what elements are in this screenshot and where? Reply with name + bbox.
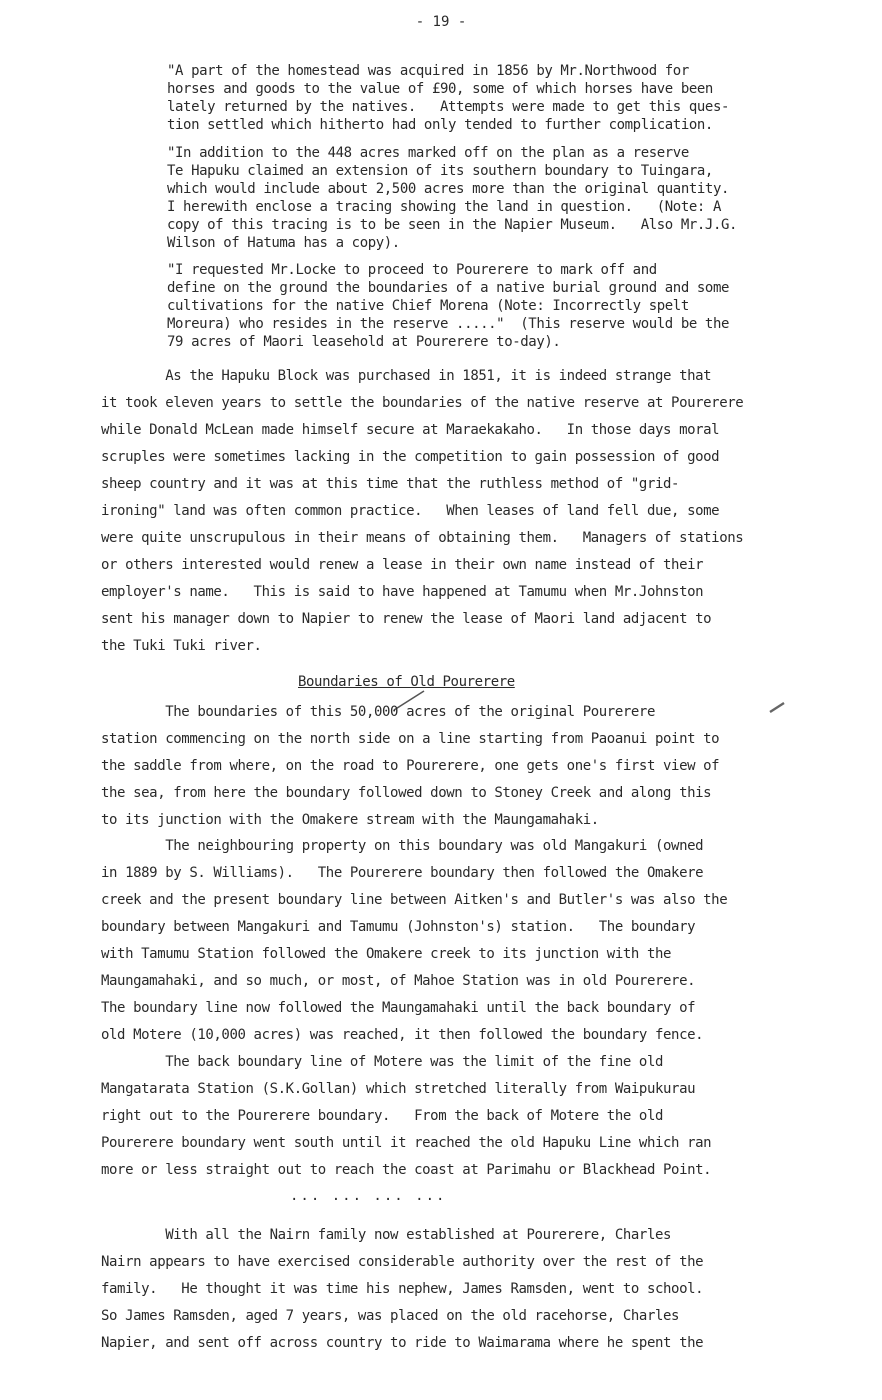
paragraph-line: or others interested would renew a lease in their own name instead of their: [101, 557, 704, 573]
paragraph-line: right out to the Pourerere boundary. From the back of Motere the old: [101, 1108, 664, 1124]
paragraph-line: Pourerere boundary went south until it reached the old Hapuku Line which ran: [101, 1135, 712, 1151]
paragraph-line: The boundaries of this 50,000 acres of the original Pourerere: [101, 704, 655, 720]
paragraph-line: scruples were sometimes lacking in the competition to gain possession of good: [101, 449, 720, 465]
page-number: - 19 -: [415, 14, 467, 30]
paragraph-line: sheep country and it was at this time that the ruthless method of "grid-: [101, 476, 680, 492]
paragraph-line: in 1889 by S. Williams). The Pourerere boundary then followed the Omakere: [101, 865, 704, 881]
paragraph-line: Nairn appears to have exercised considerable authority over the rest of the: [101, 1254, 704, 1270]
paragraph-line: the saddle from where, on the road to Pourerere, one gets one's first view of: [101, 758, 720, 774]
quote-block-2: [167, 144, 839, 252]
quote-line: Moreura) who resides in the reserve ....." (This reserve would be the: [167, 316, 730, 332]
quote-line: "I requested Mr.Locke to proceed to Pourerere to mark off and: [167, 262, 657, 278]
paragraph-line: were quite unscrupulous in their means of obtaining them. Managers of stations: [101, 530, 744, 546]
section-heading: Boundaries of Old Pourerere: [298, 674, 515, 690]
paragraph-line: boundary between Mangakuri and Tamumu (Johnston's) station. The boundary: [101, 919, 696, 935]
paragraph-line: with Tamumu Station followed the Omakere creek to its junction with the: [101, 946, 672, 962]
quote-line: "In addition to the 448 acres marked off on the plan as a reserve: [167, 145, 689, 161]
paragraph-line: the sea, from here the boundary followed down to Stoney Creek and along this: [101, 785, 712, 801]
paragraph-line: to its junction with the Omakere stream with the Maungamahaki.: [101, 812, 599, 828]
paragraph-neighbouring-property: [101, 833, 846, 1049]
quote-line: Te Hapuku claimed an extension of its southern boundary to Tuingara,: [167, 163, 713, 179]
quote-line: copy of this tracing is to be seen in the Napier Museum. Also Mr.J.G.: [167, 217, 738, 233]
paragraph-line: The neighbouring property on this boundary was old Mangakuri (owned: [101, 838, 704, 854]
paragraph-boundaries: [101, 699, 846, 834]
paragraph-line: station commencing on the north side on a line starting from Paoanui point to: [101, 731, 720, 747]
quote-line: cultivations for the native Chief Morena (Note: Incorrectly spelt: [167, 298, 689, 314]
paragraph-line: family. He thought it was time his nephew, James Ramsden, went to school.: [101, 1281, 704, 1297]
paragraph-line: As the Hapuku Block was purchased in 1851, it is indeed strange that: [101, 368, 712, 384]
paragraph-nairn-family: [101, 1222, 846, 1357]
paragraph-motere-boundary: [101, 1049, 846, 1184]
section-separator: ... ... ... ...: [290, 1188, 447, 1204]
quote-line: tion settled which hitherto had only tended to further complication.: [167, 117, 713, 133]
paragraph-line: while Donald McLean made himself secure at Maraekakaho. In those days moral: [101, 422, 720, 438]
quote-line: which would include about 2,500 acres more than the original quantity.: [167, 181, 730, 197]
paragraph-line: the Tuki Tuki river.: [101, 638, 262, 654]
quote-line: 79 acres of Maori leasehold at Pourerere to-day).: [167, 334, 561, 350]
quote-block-3: [167, 261, 839, 351]
quote-line: "A part of the homestead was acquired in 1856 by Mr.Northwood for: [167, 63, 689, 79]
quote-block-1: [167, 62, 839, 134]
paragraph-line: The boundary line now followed the Maungamahaki until the back boundary of: [101, 1000, 696, 1016]
quote-line: horses and goods to the value of £90, some of which horses have been: [167, 81, 713, 97]
paragraph-line: it took eleven years to settle the boundaries of the native reserve at Pourerere: [101, 395, 744, 411]
paragraph-line: ironing" land was often common practice. When leases of land fell due, some: [101, 503, 720, 519]
paragraph-line: creek and the present boundary line between Aitken's and Butler's was also the: [101, 892, 728, 908]
quote-line: lately returned by the natives. Attempts were made to get this ques-: [167, 99, 730, 115]
paragraph-line: With all the Nairn family now established at Pourerere, Charles: [101, 1227, 672, 1243]
quote-line: define on the ground the boundaries of a native burial ground and some: [167, 280, 730, 296]
quote-line: Wilson of Hatuma has a copy).: [167, 235, 400, 251]
paragraph-line: employer's name. This is said to have happened at Tamumu when Mr.Johnston: [101, 584, 704, 600]
paragraph-line: sent his manager down to Napier to renew the lease of Maori land adjacent to: [101, 611, 712, 627]
paragraph-line: Mangatarata Station (S.K.Gollan) which stretched literally from Waipukurau: [101, 1081, 696, 1097]
paragraph-line: Napier, and sent off across country to ride to Waimarama where he spent the: [101, 1335, 704, 1351]
paragraph-line: more or less straight out to reach the coast at Parimahu or Blackhead Point.: [101, 1162, 712, 1178]
paragraph-line: The back boundary line of Motere was the limit of the fine old: [101, 1054, 664, 1070]
quote-line: I herewith enclose a tracing showing the land in question. (Note: A: [167, 199, 721, 215]
paragraph-hapuku-block: [101, 363, 846, 660]
paragraph-line: Maungamahaki, and so much, or most, of Mahoe Station was in old Pourerere.: [101, 973, 696, 989]
paragraph-line: old Motere (10,000 acres) was reached, it then followed the boundary fence.: [101, 1027, 704, 1043]
paragraph-line: So James Ramsden, aged 7 years, was placed on the old racehorse, Charles: [101, 1308, 680, 1324]
